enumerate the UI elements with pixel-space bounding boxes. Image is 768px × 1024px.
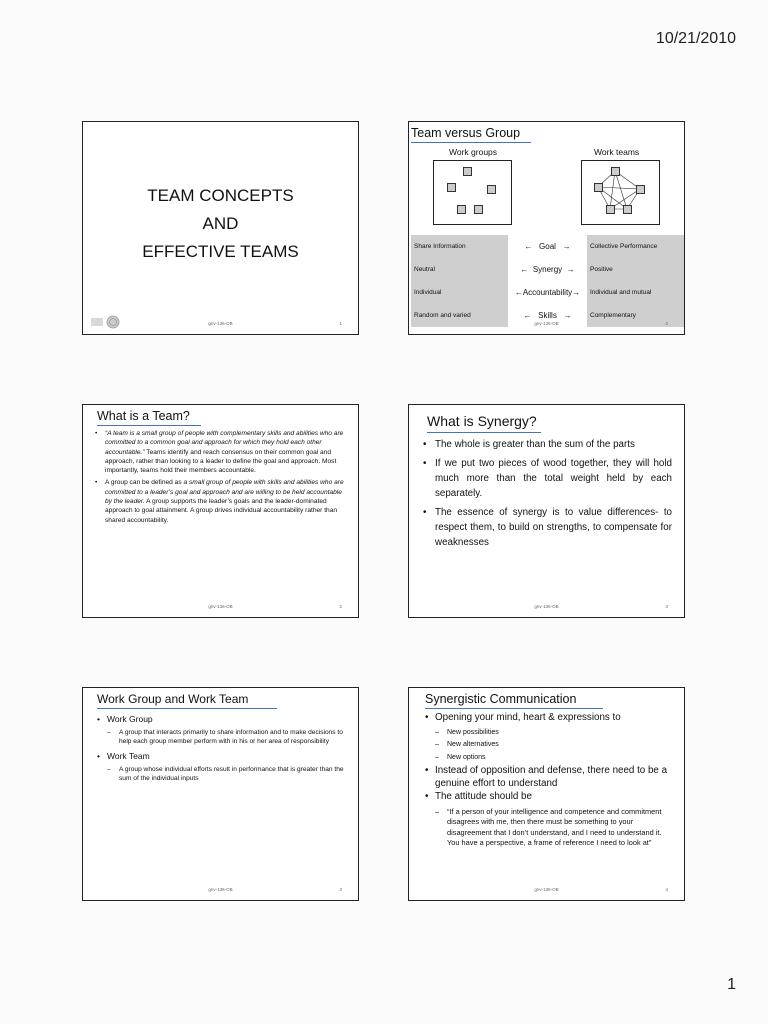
bullet-icon: • bbox=[425, 791, 429, 803]
slide-number: 4 bbox=[665, 887, 668, 892]
bullet-icon: • bbox=[423, 439, 427, 450]
bullet-icon: • bbox=[95, 479, 98, 487]
bullet-text: The whole is greater than the sum of the parts bbox=[435, 439, 635, 450]
attitude-quote: “If a person of your intelligence and competence and commitment disagrees with me, then there must be something to your disagreement that I don’t understand, and I need to understand it. You have a perspective, a frame of reference I need to look at” bbox=[447, 806, 662, 848]
bullet-item bbox=[95, 429, 348, 475]
work-teams-diagram bbox=[581, 160, 660, 225]
dimension-cell: ← Goal → bbox=[524, 242, 571, 251]
table-row bbox=[411, 258, 682, 281]
slide-title: Work Group and Work Team bbox=[97, 692, 249, 706]
sub-item bbox=[425, 740, 674, 750]
slide-footer: gnv-136-OB bbox=[534, 887, 559, 892]
table-row bbox=[411, 235, 682, 258]
slide-3 bbox=[82, 404, 359, 618]
dash-icon: – bbox=[107, 765, 111, 773]
bullet-text: The attitude should be bbox=[435, 791, 532, 803]
dash-icon: – bbox=[435, 806, 440, 816]
bullet-text: Opening your mind, heart & expressions to bbox=[435, 712, 621, 723]
team-cell: Positive bbox=[587, 258, 684, 281]
slide-title: What is Synergy? bbox=[427, 413, 537, 429]
slide-footer: gnv-136-OB bbox=[534, 321, 559, 326]
bullet-item bbox=[423, 456, 672, 501]
member-square bbox=[606, 205, 615, 214]
member-square bbox=[594, 183, 603, 192]
slide-body bbox=[97, 714, 348, 787]
slide-title bbox=[83, 182, 358, 266]
member-square bbox=[636, 185, 645, 194]
comparison-table bbox=[411, 235, 682, 327]
dimension-cell: ←Accountability→ bbox=[514, 288, 581, 297]
work-teams-label: Work teams bbox=[594, 147, 640, 157]
sub-item bbox=[425, 753, 674, 763]
team-definition-quote: “A team is a small group of people with complementary skills and abilities who are committed to a common goal and approach for which they hold each other accountable.” bbox=[105, 430, 344, 456]
team-cell: Collective Performance bbox=[587, 235, 684, 258]
group-definition-quote: a small group of people with skills and abilities who are committed to a leader’s goal and approach and are willing to be held accountable by the leader. bbox=[105, 479, 344, 506]
dash-icon: – bbox=[435, 741, 439, 749]
dash-icon: – bbox=[435, 753, 439, 761]
member-square bbox=[611, 167, 620, 176]
title-underline bbox=[411, 142, 531, 143]
bullet-text: Instead of opposition and defense, there need to be a genuine effort to understand bbox=[435, 765, 668, 789]
member-square bbox=[447, 183, 456, 192]
team-cell: Individual and mutual bbox=[587, 281, 684, 304]
group-cell: Random and varied bbox=[411, 304, 508, 327]
team-cell: Complementary bbox=[587, 304, 684, 327]
bullet-icon: • bbox=[425, 712, 429, 723]
bullet-item bbox=[423, 505, 672, 550]
sub-text: A group whose individual efforts result in performance that is greater than the sum of the individual inputs bbox=[119, 765, 344, 782]
title-line: AND bbox=[202, 214, 239, 233]
slide-footer: gnv-136-OB bbox=[208, 604, 233, 609]
bullet-item bbox=[97, 714, 348, 725]
title-underline bbox=[97, 708, 277, 709]
slide-4 bbox=[408, 404, 685, 618]
dimension-cell: ← Synergy → bbox=[520, 265, 575, 274]
slide-2 bbox=[408, 121, 685, 335]
bullet-text: Work Group bbox=[107, 714, 153, 724]
slide-5 bbox=[82, 687, 359, 901]
slide-title: Synergistic Communication bbox=[425, 692, 577, 706]
bullet-item bbox=[423, 437, 672, 452]
sub-text: New possibilities bbox=[447, 728, 499, 736]
sub-item bbox=[425, 807, 674, 849]
slide-body bbox=[95, 429, 348, 528]
bullet-icon: • bbox=[423, 507, 427, 518]
bullet-text: The essence of synergy is to value differences- to respect them, to build on strengths, to compensate for weaknesses bbox=[435, 507, 672, 548]
group-cell: Individual bbox=[411, 281, 508, 304]
bullet-item bbox=[95, 478, 348, 524]
group-cell: Share Information bbox=[411, 235, 508, 258]
title-underline bbox=[97, 425, 201, 426]
title-underline bbox=[425, 708, 603, 709]
slide-footer: gnv-136-OB bbox=[208, 321, 233, 326]
bullet-item bbox=[425, 791, 674, 804]
slide-title: What is a Team? bbox=[97, 409, 190, 423]
member-square bbox=[623, 205, 632, 214]
title-underline bbox=[427, 432, 541, 433]
dimension-cell: ← Skills → bbox=[523, 311, 572, 320]
slide-body bbox=[425, 712, 674, 852]
slide-title: Team versus Group bbox=[411, 126, 521, 140]
member-square bbox=[457, 205, 466, 214]
sub-text: New options bbox=[447, 753, 486, 761]
bullet-icon: • bbox=[95, 430, 98, 437]
page-date: 10/21/2010 bbox=[655, 30, 736, 47]
group-definition-lead: A group can be defined as bbox=[105, 479, 184, 487]
team-connections bbox=[582, 161, 659, 224]
slide-footer: gnv-136-OB bbox=[208, 887, 233, 892]
title-line: TEAM CONCEPTS bbox=[147, 186, 294, 205]
sub-text: New alternatives bbox=[447, 741, 499, 749]
slide-number: 1 bbox=[339, 321, 342, 326]
group-definition-text: A group supports the leader’s goals and the leader-dominated approach to goal attainment. A group drives individual accountability rather than shared accountability. bbox=[105, 498, 338, 524]
bullet-icon: • bbox=[425, 765, 429, 777]
member-square bbox=[463, 167, 472, 176]
bullet-item bbox=[425, 712, 674, 725]
slide-number: 2 bbox=[665, 321, 668, 326]
bullet-item bbox=[97, 751, 348, 762]
slide-footer: gnv-136-OB bbox=[534, 604, 559, 609]
team-definition-text: Teams identify and reach consensus on their common goal and approach, rather than looking to a leader to define the goal and approach. Most importantly, teams hold their members accountable. bbox=[105, 448, 337, 475]
member-square bbox=[487, 185, 496, 194]
sub-text: A group that interacts primarily to share information and to make decisions to help each group member perform with in his or her area of responsibility bbox=[119, 729, 343, 746]
sub-item bbox=[97, 728, 348, 747]
slide-1 bbox=[82, 121, 359, 335]
bullet-text: Work Team bbox=[107, 750, 150, 761]
dimension-label: Synergy bbox=[532, 265, 563, 274]
dimension-label: Goal bbox=[539, 242, 556, 251]
sub-item bbox=[97, 765, 348, 784]
slide-6 bbox=[408, 687, 685, 901]
dash-icon: – bbox=[107, 729, 111, 736]
slide-number: 3 bbox=[339, 887, 342, 892]
slide-number: 3 bbox=[665, 604, 668, 609]
work-groups-diagram bbox=[433, 160, 512, 225]
page-number: 1 bbox=[727, 976, 736, 993]
slide-number: 2 bbox=[339, 604, 342, 609]
group-cell: Neutral bbox=[411, 258, 508, 281]
dash-icon: – bbox=[435, 728, 439, 736]
work-groups-label: Work groups bbox=[449, 147, 498, 157]
bullet-icon: • bbox=[97, 750, 100, 761]
bullet-icon: • bbox=[423, 458, 427, 469]
title-line: EFFECTIVE TEAMS bbox=[142, 242, 299, 261]
dimension-label: Accountability bbox=[522, 288, 573, 297]
bullet-icon: • bbox=[97, 714, 100, 724]
dimension-label: Skills bbox=[538, 311, 557, 320]
sub-item bbox=[425, 728, 674, 738]
bullet-text: If we put two pieces of wood together, they will hold much more than the total weight held by each separately. bbox=[435, 458, 672, 499]
table-row bbox=[411, 281, 682, 304]
slide-body bbox=[423, 437, 672, 554]
member-square bbox=[474, 205, 483, 214]
bullet-item bbox=[425, 765, 674, 790]
